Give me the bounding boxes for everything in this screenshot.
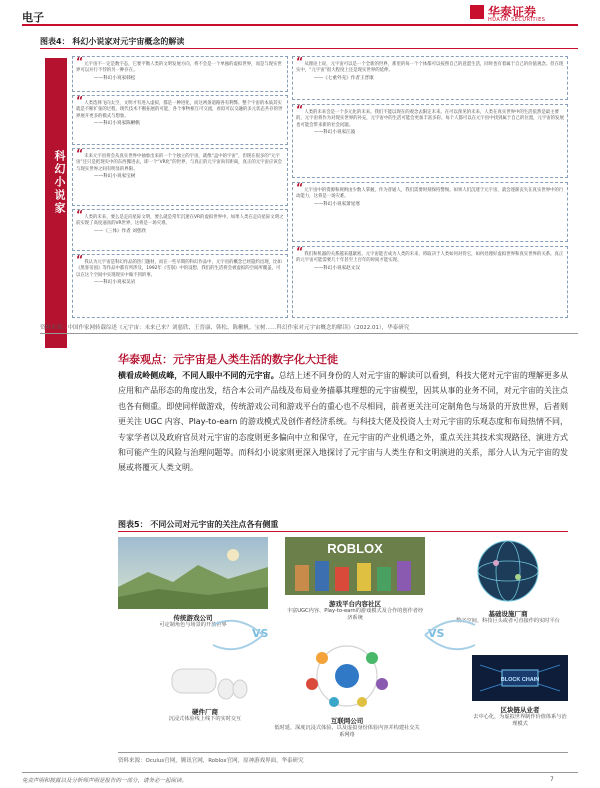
page-number: 7: [550, 776, 554, 783]
vs-label: VS: [252, 627, 269, 640]
card-desc: 数字空间、科技巨头或者可直接作的实时平台: [456, 618, 560, 624]
figure4-source: 资料来源：中国作家网转载综述《元宇宙：未来已来？刘慈欣、王晋康、韩松、陈楸帆、宝树……科幻作家对元宇宙概念的解读》（2022.01），华泰研究: [40, 325, 410, 331]
vr-headset-image: [160, 655, 250, 703]
section-title: 华泰观点：元宇宙是人类生活的数字化大迁徙: [118, 353, 338, 366]
quote-mark-icon: “: [296, 181, 304, 194]
quote-source: ——科幻小说家赵文汉: [314, 265, 360, 271]
card-desc: 可定制角色与场景的开放世界: [159, 622, 227, 628]
quote-text: 元宇宙不一定是数字态，它要平衡人类的文明发展方向，将不会是一个单独的虚拟世界，而是与现实世界可以并行不悖的另一种存在。: [76, 62, 282, 74]
quote-mark-icon: “: [76, 94, 84, 107]
quote-source: ——科幻小说家萧星寒: [314, 201, 360, 207]
card-desc: 低时延、深度沉浸式体验，以及虚拟身份体验内容并构建社交关系网络: [274, 725, 420, 738]
quote-box: [292, 246, 568, 318]
card-title: 游戏平台内容社区: [329, 600, 381, 608]
roblox-logo-text: ROBLOX: [327, 541, 383, 556]
logo-subtitle: HUATAI SECURITIES: [488, 17, 546, 23]
card-title: 硬件厂商: [192, 708, 218, 716]
section-body: [118, 368, 568, 476]
quote-mark-icon: “: [76, 253, 84, 266]
quote-source: ——科幻小说家陈楸帆: [94, 121, 140, 127]
card-title: 传统游戏公司: [173, 614, 213, 622]
section-paragraph: 总结上述不同身份的人对元宇宙的解读可以看到，科技大佬对元宇宙的理解更多从应用和产品形态的角度出发，结合本公司产品线及布局业务描摹其理想的元宇宙模型，因其从事的业务不同，对元宇宙的关注点也各有侧重。即使同样做游戏，传统游戏公司和游戏平台的重心也不尽相同，前者更关注可定制角色与场景的开放世界，后者则更关注 UGC 内容、Play-to-earn 的游戏模式及创作者经济系统。与科技大佬及投资人士对元宇宙的乐观态度和布局热情不同，专家学者以及政府官员对元宇宙的态度则更多偏向中立和保守，在元宇宙的产业机遇之外，重点关注其技术实现路径、演进方式和可能产生的风险与治理问题等。而科幻小说家则更深入地探讨了元宇宙与人类生存和文明演进的关系，部分人认为元宇宙的发展或将覆灭人类文明。: [118, 371, 569, 473]
figure5-title: 图表5： 不同公司对元宇宙的关注点各有侧重: [118, 520, 279, 529]
card-title: 基础设施厂商: [488, 610, 528, 618]
quote-box: [292, 104, 568, 178]
figure5-bottom-rule: [118, 752, 568, 753]
card-internet-company: [272, 640, 422, 750]
quote-box: [72, 148, 288, 206]
quote-box: [72, 254, 288, 318]
vs-arrow-right-icon: [420, 615, 480, 655]
blockchain-logo-text: BLOCK CHAIN: [500, 677, 540, 683]
quote-mark-icon: “: [76, 208, 84, 221]
header-section-label: 电子: [22, 11, 44, 24]
quote-box: [72, 56, 288, 92]
section-lead: 横看成岭侧成峰，不同人眼中不同的元宇宙。: [118, 371, 279, 380]
quote-mark-icon: “: [296, 55, 304, 68]
quote-source: ——《七重外壳》作者王晋康: [314, 75, 374, 81]
blockchain-image: [472, 655, 568, 701]
quote-source: ——科幻小说家吴岩: [94, 280, 136, 286]
game-landscape-image: [118, 537, 268, 609]
quote-text: 元宇宙中的资源和规则由少数人掌握，作为普通人，我们需要时刻保持警惕。如果人们沉迷于元宇宙，就会逐渐丧失在真实世界中的行动能力，这将是一场灾难。: [296, 188, 564, 200]
footer-rule: [22, 772, 578, 773]
quote-source: ——科幻小说家宝树: [94, 174, 136, 180]
quote-text: 从理论上说，元宇宙可以是一个全新的世界，那里的每一个个体都可以按照自己的意愿生活，同时也有着属于自己的价值观念。但在现实中，“元宇宙”很大程度上还是现实世界的延伸。: [296, 62, 564, 74]
card-title: 互联网公司: [330, 717, 364, 725]
quote-source: ——《三体》作者 刘慈欣: [94, 228, 146, 234]
footer-disclaimer: 免责声明和披露以及分析师声明是报告的一部分，请务必一起阅读。: [22, 778, 188, 784]
figure5-source: 资料来源：Oculus官网，腾讯官网，Roblox官网，原神游戏界面，华泰研究: [118, 758, 304, 764]
quote-text: 未来元宇宙将会从真实世界中抽象出来的一个个独立的宇宙，就像“盒中的宇宙”，但现在很多的“元宇宙”还只是把现实中的东西搬进去，即一个“VR化”的世界，与真正的元宇宙尚有距离，真正的元宇宙应该会与现实世界之间有明显的界限。: [76, 154, 283, 172]
card-title: 区块链从业者: [500, 706, 540, 714]
figure4-title: 图表4： 科幻小说家对元宇宙概念的解读: [40, 37, 185, 46]
card-game-platform: [285, 537, 425, 637]
logo-icon: [470, 5, 484, 19]
quote-source: ——科幻小说家韩松: [94, 75, 136, 81]
card-hardware: [160, 655, 250, 750]
quote-mark-icon: “: [296, 245, 304, 258]
internet-ecosystem-image: [272, 640, 422, 712]
quote-mark-icon: “: [76, 147, 84, 160]
quote-box: [72, 209, 288, 251]
roblox-image: [285, 537, 425, 595]
figure4-bottom-rule: [40, 333, 578, 334]
quote-box: [292, 56, 568, 100]
vs-arrow-left-icon: [208, 615, 268, 655]
card-desc: 去中心化，为虚拟世界制作价值体系与治理模式: [473, 714, 567, 727]
card-desc: 丰富UGC内容、Play-to-earn的游戏模式及合作的创作者经济系统: [286, 608, 424, 621]
quote-mark-icon: “: [76, 55, 84, 68]
logo-name: 华泰证券: [488, 5, 537, 19]
quote-text: 人类的未来会是一个多元化的未来。我们不能以现在的观念去限定未来。在可以预见的未来，人类在真实世界中的生活依然是最主要的，元宇宙将作为对现实世界的补充，元宇宙中的生活可能会更加丰富多彩。每个人都可以在元宇宙中找到属于自己的位置，元宇宙的发展也可能会带来新的社会问题。: [296, 110, 564, 128]
globe-image: [448, 537, 568, 605]
header-rule: [22, 24, 578, 26]
card-blockchain: [472, 655, 568, 750]
quote-source: ——科幻小说家江波: [314, 130, 356, 136]
quote-text: 人类的未来，要么是走向星际文明，要么就是常年沉迷在VR的虚拟世界中。如果人类在走向星际文明之前实现了高度逼真的VR世界，这将是一场灾难。: [76, 215, 284, 227]
quote-box: [72, 95, 288, 145]
quote-text: 我们和机器的关系越来越紧密。元宇宙能否成为人类的未来，将取决于人类如何对待它，如何处理好虚拟世界和真实世界的关系。真正的元宇宙可能需要几十年甚至上百年的时间才能实现。: [296, 252, 564, 264]
card-desc: 沉浸式体验线上线下的实时交互: [168, 716, 242, 722]
figure5-rule: [118, 531, 568, 532]
figure4-rule: [40, 48, 578, 49]
quote-text: 人类选择飞向太空，文明才有进入虚拟，都是一种进化，而这两条道路各有利弊。整个宇宙的本质其实就是不断扩张的过程，现代技术不断拓展的可能，各个事物相互可交流，看似可以交融的多元状态共存的世界展开更多的模式与想象。: [76, 101, 283, 119]
figure4-sidebar-label: 科幻小说家: [53, 150, 66, 215]
quote-text: 我认为元宇宙是科幻作品的热门题材，而在一些早期的科幻作品中，元宇宙的概念已经隐约出现，比如《黑客帝国》等作品中都有所涉及，1992年《雪崩》中的设想，我们的生活将会被虚拟的空间所覆盖，可以在这个空间中实现现实中做不到的事。: [76, 260, 282, 278]
quote-mark-icon: “: [296, 103, 304, 116]
vs-label: VS: [428, 627, 445, 640]
quote-box: [292, 182, 568, 242]
